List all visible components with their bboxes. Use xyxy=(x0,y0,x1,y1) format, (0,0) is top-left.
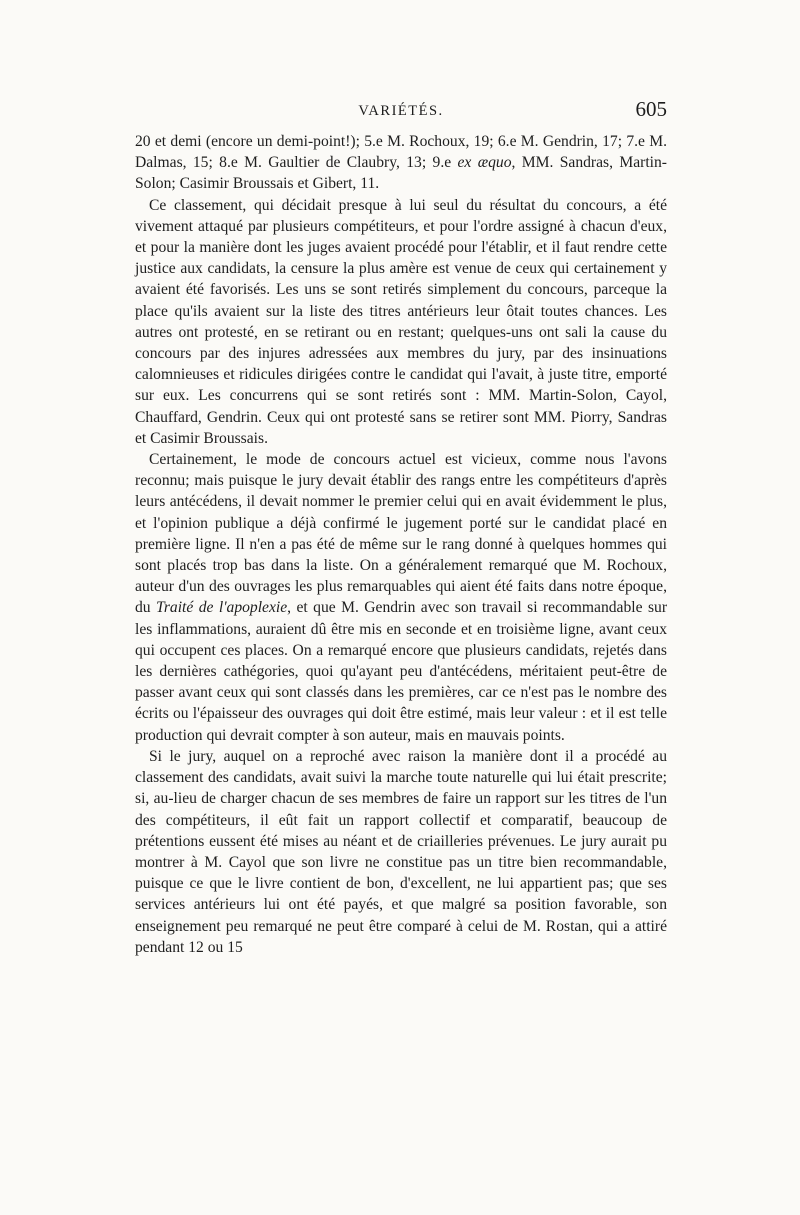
paragraph-1-text: 20 et demi (encore un demi-point!); 5.e M. Rochoux, 19; 6.e M. Gendrin, 17; 7.e M. Dalmas, 15; 8.e M. Gaultier de Claubry, 13; 9.e xyxy=(135,133,667,172)
paragraph-3-italic-title: Traité de l'apoplexie xyxy=(156,599,288,617)
page-header xyxy=(135,97,667,129)
paragraph-1-italic-ex-aequo: ex æquo xyxy=(457,154,512,172)
paragraph-1-text-end: , MM. Sandras, Martin-Solon; Casimir Broussais et Gibert, 11. xyxy=(135,154,667,193)
page-number: 605 xyxy=(635,97,667,121)
paragraph-2 xyxy=(135,195,667,449)
paragraph-3-text: Certainement, le mode de concours actuel est vicieux, comme nous l'avons reconnu; mais puisque le jury devait établir des rangs entre les compétiteurs d'après leurs antécédens, il devait nommer le premier celui qui en avait évidemment le plus, et l'opinion publique a déjà confirmé le jugement porté sur le candidat placé en première ligne. Il n'en a pas été de même sur le rang donné à quelques hommes qui sont placés trop bas dans la liste. On a généralement remarqué que M. Rochoux, auteur d'un des ouvrages les plus remarquables qui aient été faits dans notre époque, du xyxy=(135,451,667,617)
paragraph-4 xyxy=(135,746,667,958)
body-text xyxy=(135,131,667,958)
paragraph-3 xyxy=(135,449,667,746)
paragraph-4-text: Si le jury, auquel on a reproché avec raison la manière dont il a procédé au classement des candidats, avait suivi la marche toute naturelle qui lui était prescrite; si, au-lieu de charger chacun de ses membres de faire un rapport sur les titres de l'un des compétiteurs, il eût fait un rapport collectif et comparatif, beaucoup de prétentions eussent été mises au néant et de criailleries prévenues. Le jury aurait pu montrer à M. Cayol que son livre ne constitue pas un titre bien recommandable, puisque ce que le livre contient de bon, d'excellent, ne lui appartient pas; que ses services antérieurs lui ont été payés, et que malgré sa position favorable, son enseignement peu remarqué ne peut être comparé à celui de M. Rostan, qui a attiré pendant 12 ou 15 xyxy=(135,747,667,956)
running-title: VARIÉTÉS. xyxy=(358,103,444,119)
paragraph-3-text-end: , et que M. Gendrin avec son travail si recommandable sur les inflammations, auraient dû être mis en seconde et en troisième ligne, avant ceux qui occupent ces places. On a remarqué encore que plusieurs candidats, rejetés dans les dernières cathégories, quoi qu'ayant peu d'antécédens, méritaient peut-être de passer avant ceux qui sont classés dans les premières, car ce n'est pas le nombre des écrits ou l'épaisseur des ouvrages qui doit être estimé, mais leur valeur : et il est telle production qui devrait compter à son auteur, mais en mauvais points. xyxy=(135,599,668,744)
paragraph-2-text: Ce classement, qui décidait presque à lui seul du résultat du concours, a été vivement attaqué par plusieurs compétiteurs, et pour l'ordre assigné à chacun d'eux, et pour la manière dont les juges avaient procédé pour l'établir, et il faut rendre cette justice aux candidats, la censure la plus amère est venue de ceux qui certainement y avaient été favorisés. Les uns se sont retirés simplement du concours, parceque la place qu'ils avaient sur la liste des titres antérieurs leur ôtait toutes chances. Les autres ont protesté, en se retirant ou en restant; quelques-uns ont sali la cause du concours par des injures adressées aux membres du jury, par des insinuations calomnieuses et ridicules dirigées contre le candidat qui l'avait, à juste titre, emporté sur eux. Les concurrens qui se sont retirés sont : MM. Martin-Solon, Cayol, Chauffard, Gendrin. Ceux qui ont protesté sans se retirer sont MM. Piorry, Sandras et Casimir Broussais. xyxy=(135,196,667,447)
paragraph-1 xyxy=(135,131,667,195)
